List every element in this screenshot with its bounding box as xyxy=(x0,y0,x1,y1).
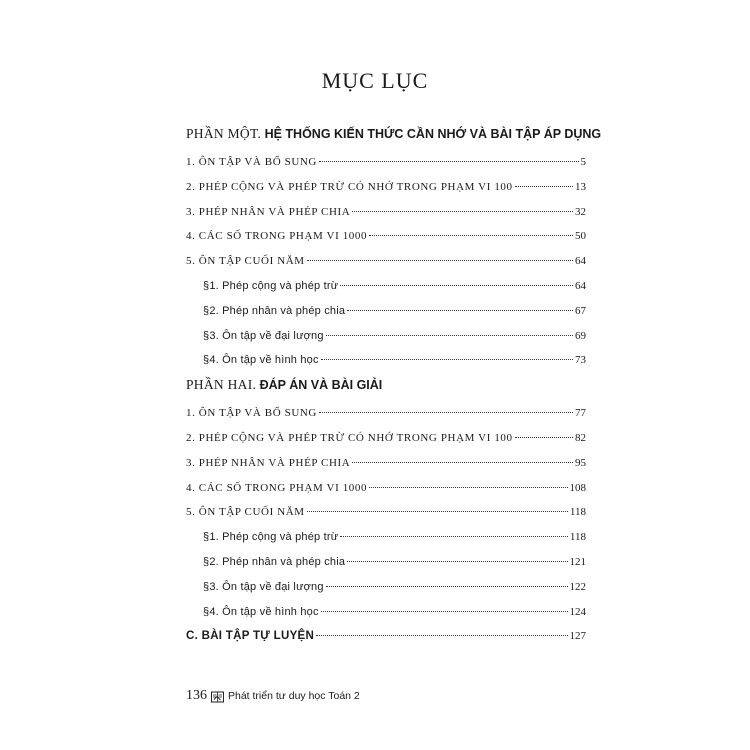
part-one-heading xyxy=(186,122,602,146)
toc-entry[interactable] xyxy=(186,200,586,225)
leader-dots xyxy=(321,359,573,360)
page-footer xyxy=(186,686,360,706)
leader-dots xyxy=(307,260,573,261)
page-title: MỤC LỤC xyxy=(321,68,429,93)
toc-entry-page: 118 xyxy=(569,506,586,519)
leader-dots xyxy=(307,511,568,512)
toc-entry-label: §4. Ôn tập về hình học xyxy=(203,354,319,367)
toc-entry[interactable] xyxy=(186,401,586,426)
toc-entry-page: 118 xyxy=(569,531,586,544)
toc-entry-label: 4. CÁC SỐ TRONG PHẠM VI 1000 xyxy=(186,230,368,243)
toc-entry-page: 5 xyxy=(580,156,586,168)
toc-entry-self-practice[interactable] xyxy=(186,624,586,649)
leader-dots xyxy=(515,186,573,187)
toc-entry-label: §3. Ôn tập về đại lượng xyxy=(203,580,324,593)
toc-entry-page: 69 xyxy=(575,329,586,342)
part-one-label: PHẦN MỘT. xyxy=(186,126,262,141)
toc-entry-page: 67 xyxy=(575,304,586,317)
toc-entry-label: 5. ÔN TẬP CUỐI NĂM xyxy=(186,255,305,268)
toc-subentry[interactable] xyxy=(186,575,586,600)
toc-entry-label: §2. Phép nhân và phép chia xyxy=(203,555,346,568)
table-of-contents xyxy=(186,122,602,649)
leader-dots xyxy=(321,611,568,612)
leader-dots xyxy=(319,412,573,413)
toc-subentry[interactable] xyxy=(186,348,586,373)
toc-entry-label: §2. Phép nhân và phép chia xyxy=(203,304,346,317)
part-two-heading xyxy=(186,373,586,397)
leader-dots xyxy=(340,285,573,286)
book-title: Phát triển tư duy học Toán 2 xyxy=(228,690,360,702)
toc-entry-label: 5. ÔN TẬP CUỐI NĂM xyxy=(186,506,305,519)
toc-subentry[interactable] xyxy=(186,600,586,625)
toc-entry-page: 64 xyxy=(575,279,586,292)
leader-dots xyxy=(326,335,573,336)
leader-dots xyxy=(319,161,579,162)
toc-entry[interactable] xyxy=(186,249,586,274)
toc-entry-page: 77 xyxy=(575,407,586,420)
book-icon xyxy=(211,690,224,702)
toc-entry[interactable] xyxy=(186,500,586,525)
toc-entry[interactable] xyxy=(186,451,586,476)
toc-entry-page: 122 xyxy=(569,580,586,593)
toc-entry-page: 13 xyxy=(575,180,586,193)
toc-entry-page: 124 xyxy=(569,605,586,618)
toc-entry-label: 2. PHÉP CỘNG VÀ PHÉP TRỪ CÓ NHỚ TRONG PHẠM VI 100 xyxy=(186,180,513,193)
toc-entry-label: 2. PHÉP CỘNG VÀ PHÉP TRỪ CÓ NHỚ TRONG PHẠM VI 100 xyxy=(186,431,513,444)
toc-entry-page: 64 xyxy=(575,255,586,268)
toc-entry[interactable] xyxy=(186,175,586,200)
toc-entry-label: 3. PHÉP NHÂN VÀ PHÉP CHIA xyxy=(186,456,351,469)
toc-entry-page: 121 xyxy=(569,555,586,568)
toc-entry-label: 1. ÔN TẬP VÀ BỔ SUNG xyxy=(186,156,317,168)
leader-dots xyxy=(347,561,567,562)
toc-subentry[interactable] xyxy=(186,324,586,349)
toc-entry-page: 108 xyxy=(569,481,586,494)
toc-entry-label: §4. Ôn tập về hình học xyxy=(203,605,319,618)
toc-entry-page: 127 xyxy=(569,630,586,643)
part-two-label: PHẦN HAI. xyxy=(186,377,257,393)
toc-entry-label: C. BÀI TẬP TỰ LUYỆN xyxy=(186,630,315,643)
toc-entry-label: 1. ÔN TẬP VÀ BỔ SUNG xyxy=(186,407,317,420)
toc-subentry[interactable] xyxy=(186,299,586,324)
toc-entry[interactable] xyxy=(186,426,586,451)
toc-entry-label: 4. CÁC SỐ TRONG PHẠM VI 1000 xyxy=(186,481,368,494)
leader-dots xyxy=(369,487,567,488)
toc-entry[interactable] xyxy=(186,476,586,501)
leader-dots xyxy=(515,437,573,438)
leader-dots xyxy=(347,310,573,311)
page-number: 136 xyxy=(186,688,207,703)
toc-entry-page: 82 xyxy=(575,431,586,444)
toc-subentry[interactable] xyxy=(186,274,586,299)
toc-subentry[interactable] xyxy=(186,525,586,550)
leader-dots xyxy=(316,635,567,636)
toc-entry-label: §3. Ôn tập về đại lượng xyxy=(203,329,324,342)
toc-entry-page: 32 xyxy=(575,205,586,218)
leader-dots xyxy=(352,462,573,463)
toc-entry-page: 95 xyxy=(575,456,586,469)
toc-entry-label: §1. Phép cộng và phép trừ xyxy=(203,531,339,544)
toc-entry-label: 3. PHÉP NHÂN VÀ PHÉP CHIA xyxy=(186,205,351,218)
toc-entry[interactable] xyxy=(186,150,586,175)
leader-dots xyxy=(352,211,573,212)
toc-entry[interactable] xyxy=(186,224,586,249)
leader-dots xyxy=(369,235,573,236)
leader-dots xyxy=(340,536,568,537)
part-one-title: HỆ THỐNG KIẾN THỨC CẦN NHỚ VÀ BÀI TẬP ÁP DỤNG xyxy=(264,127,602,141)
toc-entry-page: 73 xyxy=(575,354,586,367)
part-two-title: ĐÁP ÁN VÀ BÀI GIẢI xyxy=(259,378,383,393)
leader-dots xyxy=(326,586,568,587)
toc-entry-page: 50 xyxy=(575,230,586,243)
toc-entry-label: §1. Phép cộng và phép trừ xyxy=(203,279,339,292)
toc-subentry[interactable] xyxy=(186,550,586,575)
